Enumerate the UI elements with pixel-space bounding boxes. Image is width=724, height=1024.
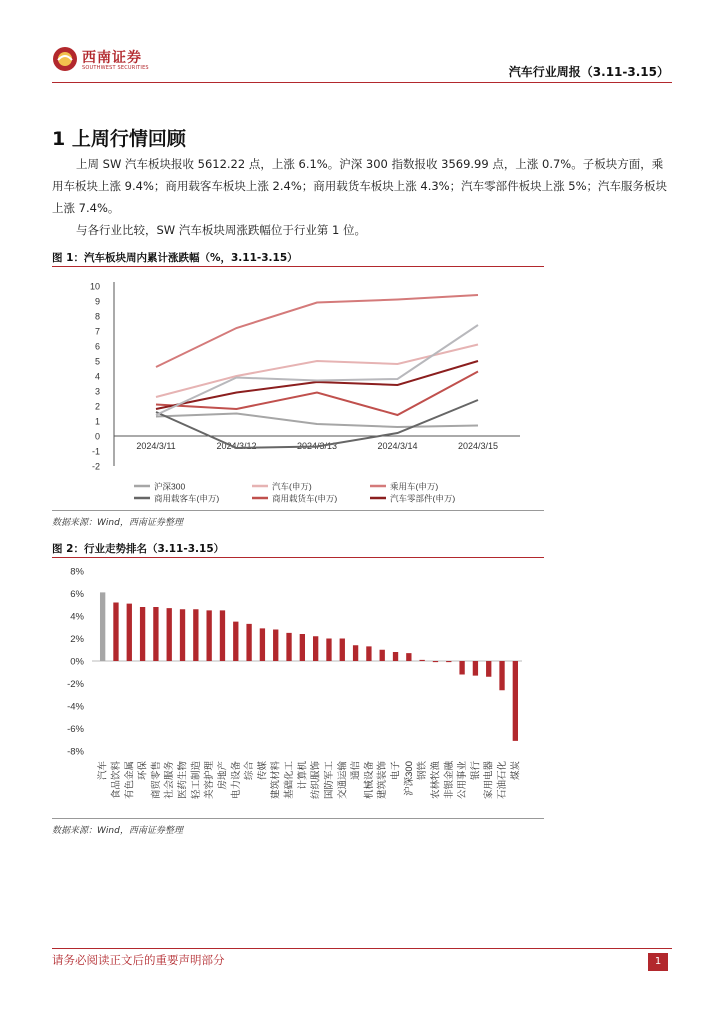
- category-label: 煤炭: [510, 761, 522, 781]
- bar: [113, 603, 118, 662]
- logo-emblem-icon: [52, 46, 78, 72]
- bar: [233, 622, 238, 661]
- y-tick-label: 2%: [70, 634, 84, 645]
- bar: [473, 661, 478, 676]
- x-tick-label: 2024/3/15: [457, 441, 499, 451]
- y-tick-label: -1: [91, 446, 100, 457]
- y-tick-label: 8: [94, 311, 100, 322]
- x-tick-label: 2024/3/11: [136, 441, 176, 451]
- category-label: 纺织服饰: [310, 761, 322, 800]
- category-label: 商贸零售: [150, 761, 162, 800]
- y-tick-label: 1: [94, 416, 100, 427]
- figure1-title: 图 1：汽车板块周内累计涨跌幅（%，3.11-3.15）: [52, 252, 298, 264]
- x-tick-label: 2024/3/14: [377, 441, 418, 451]
- bar: [193, 609, 198, 661]
- bar: [459, 661, 464, 675]
- y-tick-label: -6%: [67, 724, 84, 735]
- logo-subtitle: SOUTHWEST SECURITIES: [82, 65, 149, 71]
- y-tick-label: 9: [94, 296, 100, 307]
- category-label: 美容护理: [204, 761, 216, 800]
- category-label: 家用电器: [483, 761, 495, 800]
- series-line: [156, 325, 478, 415]
- bar: [366, 646, 371, 661]
- figure1-source: 数据来源：Wind，西南证券整理: [52, 518, 183, 528]
- legend-label: 汽车(申万): [272, 481, 312, 492]
- category-label: 钢铁: [417, 761, 429, 781]
- y-tick-label: 0: [94, 431, 100, 442]
- y-tick-label: 3: [94, 386, 100, 397]
- bar: [206, 610, 211, 661]
- figure1-top-rule: [52, 266, 544, 267]
- y-tick-label: 0%: [70, 656, 84, 668]
- y-tick-label: 8%: [70, 566, 84, 578]
- y-tick-label: -2%: [67, 679, 84, 690]
- category-label: 轻工制造: [190, 761, 202, 800]
- bar: [406, 653, 411, 661]
- category-label: 建筑材料: [270, 761, 282, 800]
- legend-label: 商用载货车(申万): [272, 493, 338, 504]
- bar: [499, 661, 504, 690]
- category-label: 环保: [137, 761, 149, 781]
- category-label: 医药生物: [177, 761, 189, 800]
- footer-divider: [52, 948, 672, 949]
- page-number: 1: [648, 953, 668, 971]
- bar: [513, 661, 518, 741]
- category-label: 房地产: [217, 761, 229, 790]
- legend-label: 汽车零部件(申万): [390, 493, 456, 504]
- category-label: 沪深300: [403, 761, 415, 796]
- line-chart: [52, 268, 544, 508]
- bar: [313, 636, 318, 661]
- bar: [446, 661, 451, 662]
- bar: [127, 604, 132, 661]
- y-tick-label: 7: [94, 326, 100, 337]
- category-label: 公用事业: [457, 761, 469, 800]
- figure2-top-rule: [52, 557, 544, 558]
- category-label: 交通运输: [337, 761, 349, 800]
- category-label: 电子: [390, 761, 402, 781]
- category-label: 非银金融: [443, 761, 455, 800]
- legend-label: 商用载客车(申万): [154, 493, 220, 504]
- y-tick-label: -8%: [67, 746, 84, 758]
- y-tick-label: 4: [94, 371, 100, 382]
- x-tick-label: 2024/3/12: [216, 441, 257, 451]
- figure1-bottom-rule: [52, 510, 544, 511]
- bar: [433, 661, 438, 662]
- bar: [340, 639, 345, 662]
- category-label: 计算机: [297, 761, 309, 790]
- bar: [167, 608, 172, 661]
- category-label: 机械设备: [363, 761, 375, 800]
- category-label: 有色金属: [124, 761, 136, 800]
- y-tick-label: 10: [89, 281, 100, 292]
- bar: [286, 633, 291, 661]
- report-title: 汽车行业周报（3.11-3.15）: [508, 65, 669, 79]
- category-label: 社会服务: [164, 761, 176, 800]
- bar: [380, 650, 385, 661]
- figure2-source: 数据来源：Wind，西南证券整理: [52, 826, 183, 836]
- y-tick-label: 2: [94, 401, 100, 412]
- bar: [326, 639, 331, 662]
- legend-label: 乘用车(申万): [390, 481, 439, 492]
- category-label: 石油石化: [497, 761, 509, 800]
- x-tick-label: 2024/3/13: [296, 441, 338, 451]
- y-tick-label: -2: [91, 461, 100, 472]
- category-label: 国防军工: [323, 761, 335, 800]
- category-label: 农林牧渔: [430, 761, 442, 800]
- category-label: 综合: [244, 761, 256, 781]
- footer-disclaimer: 请务必阅读正文后的重要声明部分: [52, 953, 225, 967]
- category-label: 通信: [350, 761, 362, 781]
- ranking-paragraph: 与各行业比较，SW 汽车板块周涨跌幅位于行业第 1 位。: [76, 223, 366, 237]
- bar: [246, 624, 251, 661]
- y-tick-label: 5: [94, 356, 100, 367]
- bar: [353, 645, 358, 661]
- bar: [180, 609, 185, 661]
- bar: [140, 607, 145, 661]
- company-logo: [52, 44, 172, 78]
- bar: [300, 634, 305, 661]
- figure2-bottom-rule: [52, 818, 544, 819]
- figure2-title: 图 2：行业走势排名（3.11-3.15）: [52, 543, 225, 555]
- category-label: 汽车: [97, 761, 109, 781]
- logo-name: 西南证券: [82, 50, 142, 66]
- legend-label: 沪深300: [154, 481, 186, 492]
- bar: [486, 661, 491, 677]
- y-tick-label: 6: [94, 341, 100, 352]
- bar: [273, 630, 278, 662]
- bar: [100, 592, 105, 661]
- category-label: 建筑装饰: [377, 761, 389, 800]
- y-tick-label: -4%: [67, 701, 84, 713]
- bar: [419, 660, 424, 661]
- summary-paragraph: 上周 SW 汽车板块报收 5612.22 点，上涨 6.1%。沪深 300 指数报收 3569.99 点，上涨 0.7%。子板块方面，乘用车板块上涨 9.4%；商用载客车板块上涨 2.4%；商用载货车板块上涨 4.3%；汽车零部件板块上涨 5%；汽车服务板块上涨 7.4%。: [52, 157, 668, 215]
- bar: [153, 607, 158, 661]
- category-label: 基础化工: [284, 761, 296, 800]
- series-line: [156, 345, 478, 398]
- category-label: 电力设备: [230, 761, 242, 800]
- y-tick-label: 6%: [70, 589, 84, 600]
- header-divider: [52, 82, 672, 83]
- bar: [260, 628, 265, 661]
- category-label: 银行: [470, 761, 482, 781]
- bar-chart: [52, 559, 544, 817]
- bar: [220, 610, 225, 661]
- category-label: 食品饮料: [110, 761, 122, 800]
- y-tick-label: 4%: [70, 611, 84, 623]
- bar: [393, 652, 398, 661]
- section-heading: 1 上周行情回顾: [52, 128, 186, 150]
- category-label: 传媒: [257, 761, 269, 781]
